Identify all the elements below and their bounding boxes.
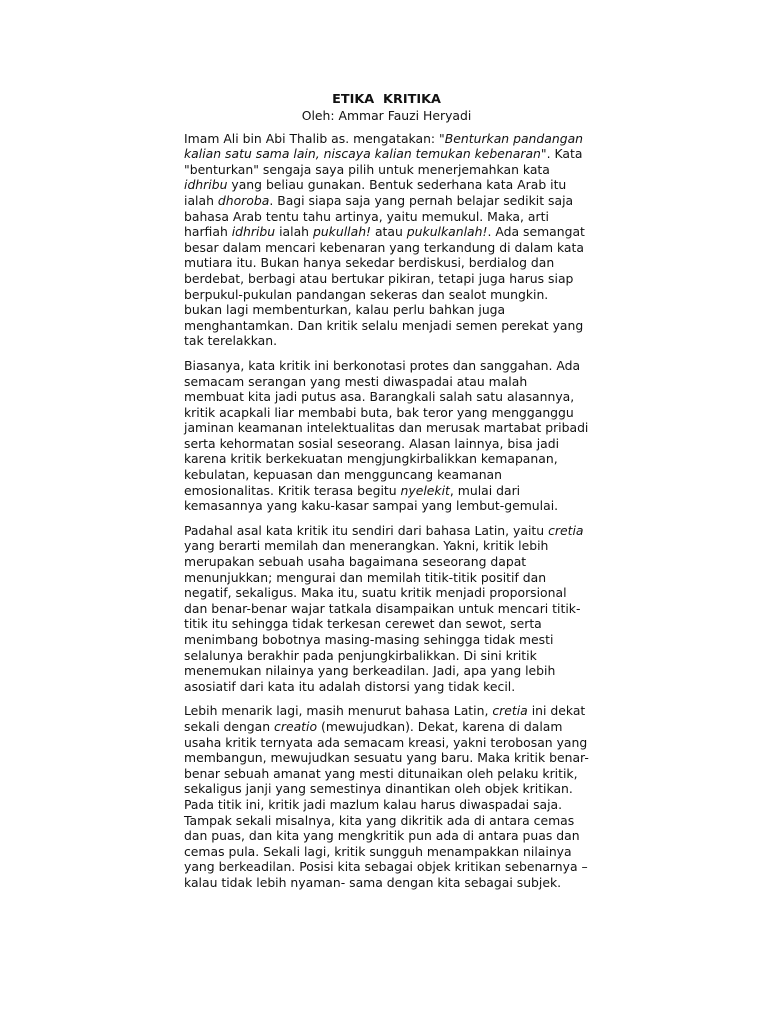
text-run: ". Kata "benturkan" sengaja saya pilih untuk menerjemahkan kata	[184, 146, 583, 177]
text-run: Padahal asal kata kritik itu sendiri dari bahasa Latin, yaitu	[184, 522, 549, 538]
paragraph	[184, 523, 589, 695]
text-run: ini dekat sekali dengan	[184, 703, 586, 734]
italic-text: nyelekit	[400, 482, 450, 498]
document-body	[184, 131, 589, 891]
text-run: , mulai dari kemasannya yang kaku-kasar sampai yang lembut-gemulai.	[184, 482, 559, 514]
paragraph	[184, 131, 589, 349]
document-title: ETIKA KRITIKA	[332, 92, 441, 107]
document-author: Oleh: Ammar Fauzi Heryadi	[301, 108, 472, 123]
italic-text: Benturkan pandangan kalian satu sama lain, niscaya kalian temukan kebenaran	[184, 130, 584, 162]
italic-text: pukullah!	[312, 224, 372, 240]
text-run: yang berarti memilah dan menerangkan. Yakni, kritik lebih merupakan sebuah usaha bagaimana seseorang dapat menunjukkan; mengurai dan memilah titik-titik positif dan negatif, sekaligus. Maka itu, suatu kritik menjadi proporsional dan benar-benar wajar tatkala disampaikan untuk mencari titik-titik itu sehingga tidak terkesan cerewet dan sewot, serta menimbang bobotnya masing-masing sehingga tidak mesti selalunya berakhir pada penjungkirbalikkan. Di sini kritik menemukan nilainya yang berkeadilan. Jadi, apa yang lebih asosiatif dari kata itu adalah distorsi yang tidak kecil.	[184, 538, 581, 694]
text-run: ialah	[275, 224, 313, 240]
text-run: Imam Ali bin Abi Thalib as. mengatakan: "	[184, 130, 445, 146]
text-run: Biasanya, kata kritik ini berkonotasi protes dan sanggahan. Ada semacam serangan yang mesti diwaspadai atau malah membuat kita jadi putus asa. Barangkali salah satu alasannya, kritik acapkali liar membabi buta, bak teror yang mengganggu jaminan keamanan intelektualitas dan merusak martabat pribadi serta kehormatan sosial seseorang. Alasan lainnya, bisa jadi karena kritik berkekuatan mengjungkirbalikkan kemapanan, kebulatan, kepuasan dan mengguncang keamanan emosionalitas. Kritik terasa begitu	[184, 357, 589, 498]
text-run: atau	[371, 224, 407, 240]
italic-text: cretia	[492, 703, 528, 719]
text-run: . Ada semangat besar dalam mencari kebenaran yang terkandung di dalam kata mutiara itu. Bukan hanya sekedar berdiskusi, berdialog dan berdebat, berbagi atau bertukar pikiran, tetapi juga harus siap berpukul-pukulan pandangan sekeras dan sealot mungkin. bukan lagi membenturkan, kalau perlu bahkan juga menghantamkan. Dan kritik selalu menjadi semen perekat yang tak terelakkan.	[184, 224, 585, 349]
text-run: yang beliau gunakan. Bentuk sederhana kata Arab itu ialah	[184, 177, 567, 208]
text-run: . Bagi siapa saja yang pernah belajar sedikit saja bahasa Arab tentu tahu artinya, yaitu memukul. Maka, arti harfiah	[184, 192, 574, 240]
italic-text: pukulkanlah!	[406, 224, 488, 240]
paragraph	[184, 703, 589, 890]
paragraph	[184, 358, 589, 514]
italic-text: dhoroba	[217, 192, 270, 208]
italic-text: creatio	[274, 718, 318, 734]
italic-text: idhribu	[184, 177, 228, 193]
italic-text: cretia	[548, 522, 584, 538]
text-run: Lebih menarik lagi, masih menurut bahasa Latin,	[184, 703, 493, 719]
italic-text: idhribu	[231, 224, 276, 240]
text-run: (mewujudkan). Dekat, karena di dalam usaha kritik ternyata ada semacam kreasi, yakni terobosan yang membangun, mewujudkan sesuatu yang baru. Maka kritik benar-benar sebuah amanat yang mesti ditunaikan oleh pelaku kritik, sekaligus janji yang semestinya dinantikan oleh objek kritikan. Pada titik ini, kritik jadi mazlum kalau harus diwaspadai saja. Tampak sekali misalnya, kita yang dikritik ada di antara cemas dan puas, dan kita yang mengkritik pun ada di antara puas dan cemas pula. Sekali lagi, kritik sungguh menampakkan nilainya yang berkeadilan. Posisi kita sebagai objek kritikan sebenarnya –kalau tidak lebih nyaman- sama dengan kita sebagai subjek.	[184, 718, 589, 890]
document-page	[184, 92, 589, 900]
